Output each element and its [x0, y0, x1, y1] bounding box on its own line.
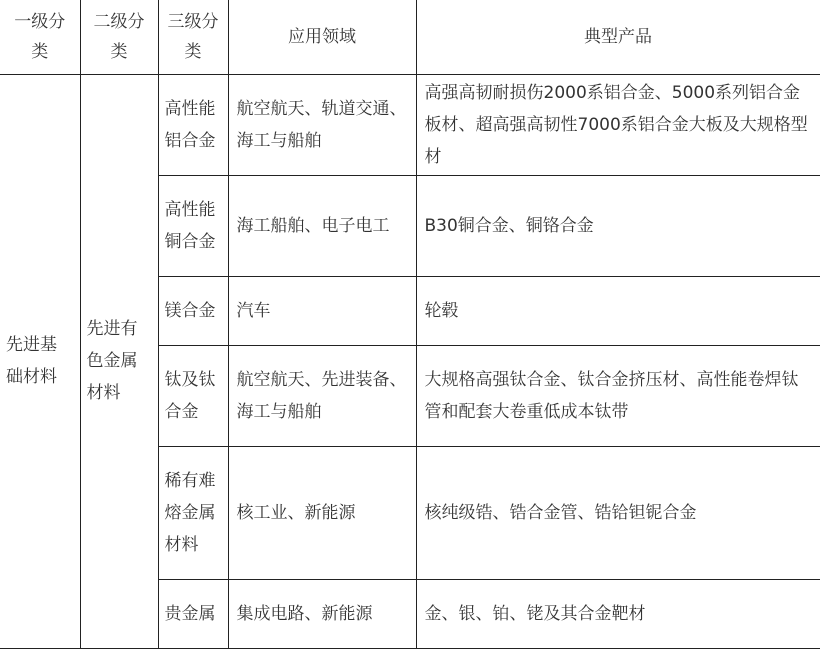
- application-field-cell: 航空航天、轨道交通、海工与船舶: [228, 74, 416, 175]
- level3-cell: 镁合金: [158, 276, 228, 345]
- typical-product-cell: 核纯级锆、锆合金管、锆铪钽铌合金: [416, 446, 820, 579]
- level1-cell: 先进基础材料: [0, 74, 80, 648]
- typical-product-cell: 高强高韧耐损伤2000系铝合金、5000系列铝合金板材、超高强高韧性7000系铝合金大板及大规格型材: [416, 74, 820, 175]
- level2-cell: 先进有色金属材料: [80, 74, 158, 648]
- level3-cell: 钛及钛合金: [158, 345, 228, 446]
- typical-product-cell: 大规格高强钛合金、钛合金挤压材、高性能卷焊钛管和配套大卷重低成本钛带: [416, 345, 820, 446]
- typical-product-cell: B30铜合金、铜铬合金: [416, 175, 820, 276]
- application-field-cell: 汽车: [228, 276, 416, 345]
- level3-cell: 高性能铜合金: [158, 175, 228, 276]
- header-level2: 二级分类: [80, 0, 158, 74]
- header-typical-products: 典型产品: [416, 0, 820, 74]
- level3-cell: 贵金属: [158, 579, 228, 648]
- typical-product-cell: 金、银、铂、铑及其合金靶材: [416, 579, 820, 648]
- header-level1: 一级分类: [0, 0, 80, 74]
- application-field-cell: 集成电路、新能源: [228, 579, 416, 648]
- table-header-row: [0, 0, 820, 74]
- application-field-cell: 海工船舶、电子电工: [228, 175, 416, 276]
- header-application-field: 应用领域: [228, 0, 416, 74]
- table-row: [0, 74, 820, 175]
- application-field-cell: 核工业、新能源: [228, 446, 416, 579]
- application-field-cell: 航空航天、先进装备、海工与船舶: [228, 345, 416, 446]
- header-level3: 三级分类: [158, 0, 228, 74]
- level3-cell: 稀有难熔金属材料: [158, 446, 228, 579]
- level3-cell: 高性能铝合金: [158, 74, 228, 175]
- typical-product-cell: 轮毂: [416, 276, 820, 345]
